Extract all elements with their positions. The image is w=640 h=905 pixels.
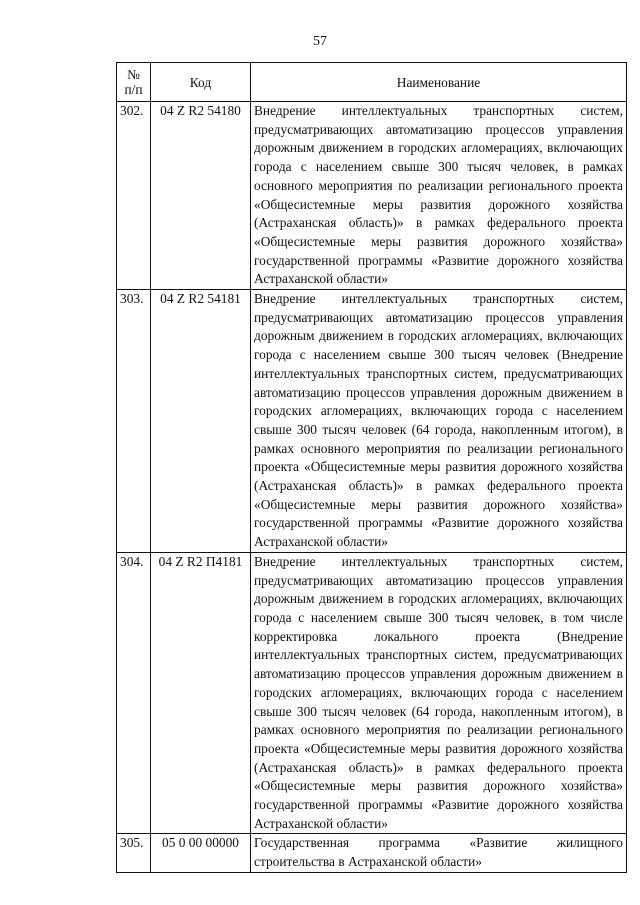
row-number: 304. (117, 552, 151, 834)
table-row (117, 834, 627, 872)
page-number: 57 (313, 34, 327, 49)
header-code: Код (151, 63, 251, 102)
table-row (117, 102, 627, 290)
header-name: Наименование (251, 63, 627, 102)
row-name: Внедрение интеллектуальных транспортных систем, предусматривающих автоматизацию процессов управления дорожным движением в городских агломерациях, включающих города с населением свыше 300 тысяч человек (Внедрение интеллектуальных транспортных систем, предусматривающих автоматизацию процессов управления дорожным движением в городских агломерациях, включающих города с населением свыше 300 тысяч человек (64 города, накопленным итогом), в рамках основного мероприятия по реализации регионального проекта «Общесистемные меры развития дорожного хозяйства (Астраханская область)» в рамках федерального проекта «Общесистемные меры развития дорожного хозяйства» государственной программы «Развитие дорожного хозяйства Астраханской области» (251, 290, 627, 553)
row-name: Внедрение интеллектуальных транспортных систем, предусматривающих автоматизацию процессов управления дорожным движением в городских агломерациях, включающих города с населением свыше 300 тысяч человек, в том числе корректировка локального проекта (Внедрение интеллектуальных транспортных систем, предусматривающих автоматизацию процессов управления дорожным движением в городских агломерациях, включающих города с населением свыше 300 тысяч человек (64 города, накопленным итогом), в рамках основного мероприятия по реализации регионального проекта «Общесистемные меры развития дорожного хозяйства (Астраханская область)» в рамках федерального проекта «Общесистемные меры развития дорожного хозяйства» государственной программы «Развитие дорожного хозяйства Астраханской области» (251, 552, 627, 834)
row-name: Государственная программа «Развитие жилищного строительства в Астраханской области» (251, 834, 627, 872)
table-row (117, 290, 627, 553)
row-number: 302. (117, 102, 151, 290)
row-code: 04 Z R2 54180 (151, 102, 251, 290)
row-number: 303. (117, 290, 151, 553)
row-code: 04 Z R2 54181 (151, 290, 251, 553)
header-row (117, 63, 627, 102)
table-body (117, 102, 627, 873)
table-row (117, 552, 627, 834)
table-header (117, 63, 627, 102)
row-number: 305. (117, 834, 151, 872)
row-code: 05 0 00 00000 (151, 834, 251, 872)
header-number-line1: № (127, 67, 140, 82)
classification-table (116, 62, 627, 873)
row-code: 04 Z R2 П4181 (151, 552, 251, 834)
header-number (117, 63, 151, 102)
header-number-line2: п/п (124, 82, 143, 97)
row-name: Внедрение интеллектуальных транспортных систем, предусматривающих автоматизацию процессов управления дорожным движением в городских агломерациях, включающих города с населением свыше 300 тысяч человек, в рамках основного мероприятия по реализации регионального проекта «Общесистемные меры развития дорожного хозяйства (Астраханская область)» в рамках федерального проекта «Общесистемные меры развития дорожного хозяйства» государственной программы «Развитие дорожного хозяйства Астраханской области» (251, 102, 627, 290)
